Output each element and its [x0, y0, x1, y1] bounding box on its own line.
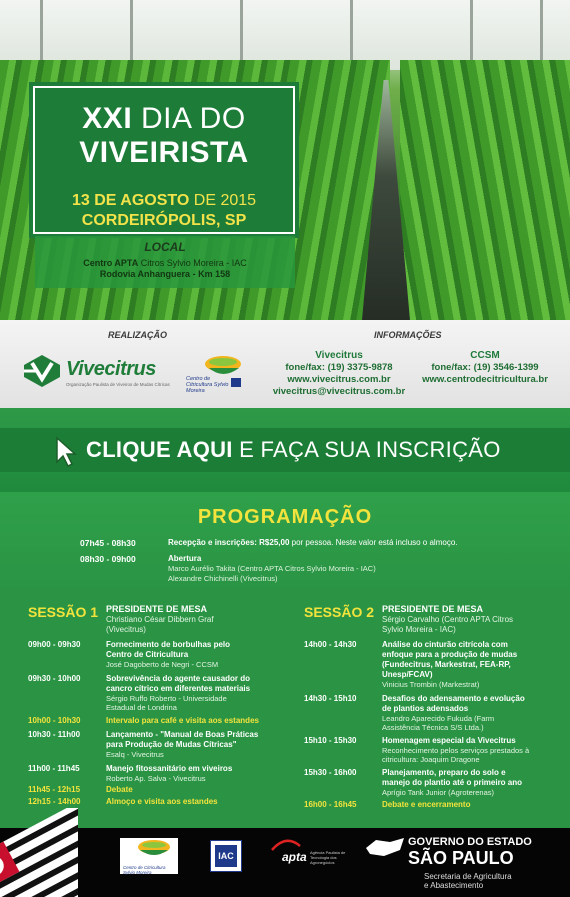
- session1-time: 09h30 - 10h00: [28, 674, 81, 683]
- seedling-bed-right: [400, 60, 570, 320]
- event-title-line1: XXI DIA DO: [82, 102, 246, 135]
- gov-line2: SÃO PAULO: [408, 848, 514, 868]
- footer-ccsm-text: Centro de Citricultura Sylvio Moreira: [123, 865, 166, 875]
- ccsm-logo-text: Centro de Citricultura Sylvio Moreira: [186, 376, 229, 394]
- realizacao-heading: REALIZAÇÃO: [108, 330, 167, 340]
- programacao-section: [0, 492, 570, 592]
- apta-subtitle: Agência Paulista de Tecnologia dos Agronegócios: [310, 850, 346, 865]
- session1-time: 09h00 - 09h30: [28, 640, 81, 649]
- sessao1-president-name: Christiano César Dibbern Graf: [106, 615, 214, 624]
- event-date: 13 DE AGOSTO DE 2015: [71, 192, 257, 209]
- sessao1-president-org: (Vivecitrus): [106, 625, 146, 634]
- session2-time: 16h00 - 16h45: [304, 800, 357, 809]
- sessao2-president-name: Sérgio Carvalho (Centro APTA Citros: [382, 615, 514, 624]
- prog-time: 07h45 - 08h30: [80, 538, 136, 548]
- footer-ccsm-logo: [120, 838, 178, 874]
- sessao2-title: SESSÃO 2: [304, 604, 375, 620]
- session1-lunch: Almoço e visita aos estandes: [106, 797, 218, 806]
- local-address-line2: Rodovia Anhanguera - Km 158: [99, 269, 231, 279]
- prog-desc: Recepção e inscrições: R$25,00 por pessoa. Neste valor está incluso o almoço.: [168, 538, 458, 547]
- info-ccsm: [418, 350, 552, 386]
- event-title-box: [33, 86, 295, 234]
- hero-banner: [0, 0, 570, 320]
- sessao1-title: SESSÃO 1: [28, 604, 99, 620]
- info-ccsm-site[interactable]: www.centrodecitricultura.br: [422, 374, 548, 385]
- registration-cta[interactable]: [0, 408, 570, 492]
- info-vivecitrus: [272, 350, 406, 398]
- sessions-section: [0, 592, 570, 828]
- sessao1-president-label: PRESIDENTE DE MESA: [106, 604, 208, 614]
- session2-talk: Homenagem especial da Vivecitrus Reconhecimento pelos serviços prestados à citricultura: Joaquim Dragone: [382, 736, 530, 764]
- sao-paulo-flag-icon: [0, 808, 78, 897]
- informacoes-heading: INFORMAÇÕES: [374, 330, 442, 340]
- session1-time: 10h00 - 10h30: [28, 716, 81, 725]
- session1-debate: Debate: [106, 785, 133, 794]
- prog-time: 08h30 - 09h00: [80, 554, 136, 564]
- session1-break: Intervalo para café e visita aos estandes: [106, 716, 259, 725]
- session2-time: 14h30 - 15h10: [304, 694, 357, 703]
- prog-desc: Abertura Marco Aurélio Takita (Centro APTA Citros Sylvio Moreira - IAC) Alexandre Chichinelli (Vivecitrus): [168, 554, 376, 583]
- info-vivecitrus-email[interactable]: vivecitrus@vivecitrus.com.br: [272, 386, 406, 397]
- vivecitrus-name: Vivecitrus: [66, 358, 156, 380]
- info-vivecitrus-site[interactable]: www.vivecitrus.com.br: [287, 374, 391, 385]
- session1-time: 11h45 - 12h15: [28, 785, 81, 794]
- sponsors-info-panel: [0, 320, 570, 408]
- session2-time: 14h00 - 14h30: [304, 640, 357, 649]
- footer-iac-logo: [210, 840, 242, 872]
- session1-time: 12h15 - 14h00: [28, 797, 81, 806]
- session1-time: 10h30 - 11h00: [28, 730, 81, 739]
- session2-talk: Planejamento, preparo do solo e manejo do plantio até o primeiro ano Aprígio Tank Junior (Agroterenas): [382, 768, 523, 797]
- sp-gov-map-icon: [364, 836, 406, 858]
- ccsm-logo-icon: [120, 838, 178, 860]
- gov-secretaria: Secretaria de Agricultura e Abastecimento: [424, 872, 512, 890]
- iac-text: IAC: [215, 845, 237, 867]
- programacao-title: PROGRAMAÇÃO: [197, 506, 373, 528]
- session2-closing: Debate e encerramento: [382, 800, 471, 809]
- mouse-cursor-icon: [55, 436, 77, 468]
- event-title-line2: VIVEIRISTA: [79, 136, 249, 169]
- cta-button-text[interactable]: CLIQUE AQUI E FAÇA SUA INSCRIÇÃO: [86, 437, 501, 462]
- gov-line1: GOVERNO DO ESTADO: [408, 836, 532, 848]
- info-ccsm-org: CCSM: [470, 350, 500, 361]
- session2-talk: Desafios do adensamento e evolução de plantios adensados Leandro Aparecido Fukuda (Farm Assistência Técnica S/S Ltda.): [382, 694, 525, 732]
- footer: [0, 828, 570, 897]
- sessao2-president-label: PRESIDENTE DE MESA: [382, 604, 484, 614]
- event-city: CORDEIRÓPOLIS, SP: [81, 212, 247, 229]
- session1-talk: Fornecimento de borbulhas pelo Centro de Citricultura José Dagoberto de Negri - CCSM: [106, 640, 231, 669]
- session1-talk: Manejo fitossanitário em viveiros Roberto Ap. Salva - Vivecitrus: [106, 764, 233, 783]
- sessao2-president-org: Sylvio Moreira - IAC): [382, 625, 456, 634]
- vivecitrus-subtitle: Organização Paulista de Viveiros de Mudas Cítricas: [66, 382, 170, 387]
- info-vivecitrus-org: Vivecitrus: [315, 350, 363, 361]
- info-ccsm-phone: fone/fax: (19) 3546-1399: [431, 362, 539, 373]
- vivecitrus-logo-icon: [22, 353, 62, 389]
- session2-time: 15h30 - 16h00: [304, 768, 357, 777]
- session2-talk: Análise do cinturão citrícola com enfoque para a produção de mudas (Fundecitrus, Markestrat, FEA-RP, Unesp/FCAV) Vinicius Trombin (Markestrat): [382, 640, 518, 689]
- session1-talk: Sobrevivência do agente causador do cancro cítrico em diferentes materiais Sérgio Ruffo Roberto - Universidade Estadual de Londrina: [106, 674, 251, 712]
- local-address-line1: Centro APTA Citros Sylvio Moreira - IAC: [83, 258, 247, 268]
- info-vivecitrus-phone: fone/fax: (19) 3375-9878: [285, 362, 393, 373]
- apta-logo-text: apta: [282, 850, 307, 864]
- local-box: [35, 236, 295, 288]
- session2-time: 15h10 - 15h30: [304, 736, 357, 745]
- session1-time: 11h00 - 11h45: [28, 764, 80, 773]
- session1-talk: Lançamento - "Manual de Boas Práticas para Produção de Mudas Cítricas" Esalq - Vivecitrus: [106, 730, 259, 759]
- local-label: LOCAL: [144, 240, 186, 254]
